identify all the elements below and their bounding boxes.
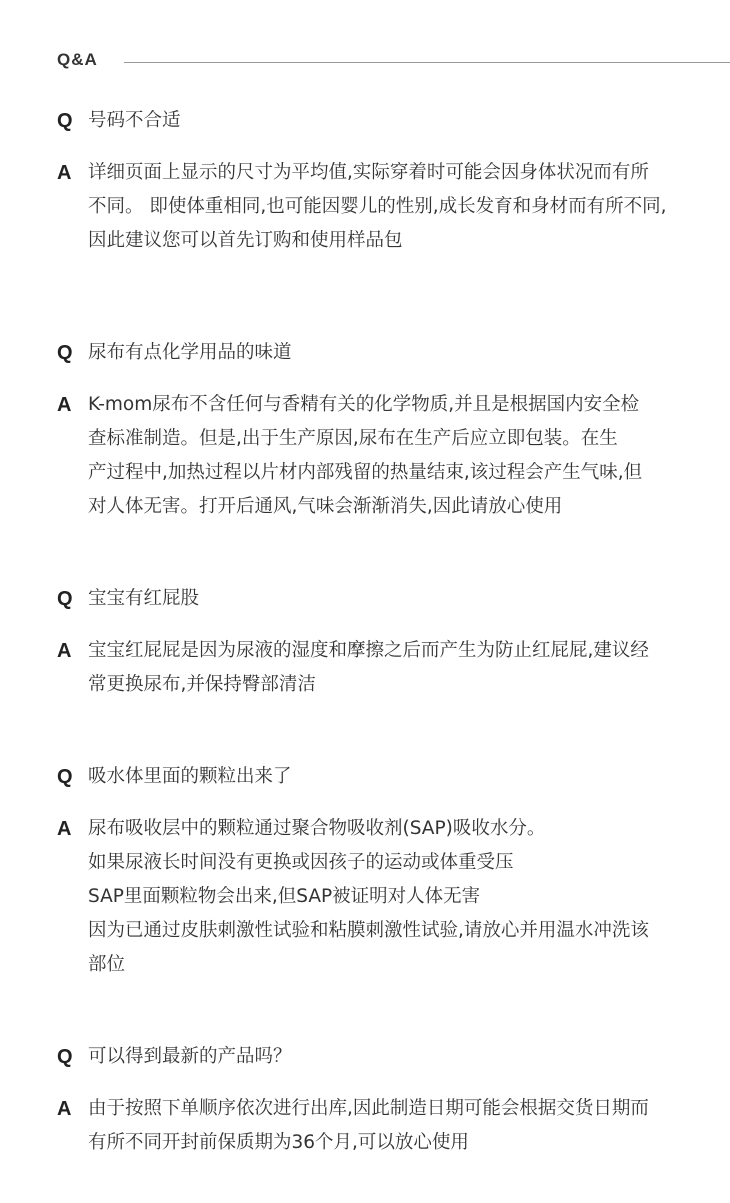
answer-line: SAP里面颗粒物会出来,但SAP被证明对人体无害 (88, 886, 481, 907)
question-marker: Q (57, 1046, 73, 1068)
question-text: 号码不合适 (88, 110, 181, 131)
answer-line: 因为已通过皮肤刺激性试验和粘膜刺激性试验,请放心并用温水冲洗该 (88, 920, 649, 941)
header-divider (124, 62, 730, 63)
question-text: 宝宝有红屁股 (88, 588, 200, 609)
answer-row (57, 1092, 707, 1160)
answer-marker: A (57, 162, 72, 184)
question-row (57, 582, 707, 616)
qa-list (57, 104, 707, 1160)
answer-line: 有所不同开封前保质期为36个月,可以放心使用 (88, 1132, 469, 1153)
question-text: 可以得到最新的产品吗？ (88, 1046, 292, 1067)
answer-row (57, 812, 707, 982)
question-text: 吸水体里面的颗粒出来了 (88, 766, 292, 787)
answer-text (88, 634, 649, 702)
answer-line: 详细页面上显示的尺寸为平均值,实际穿着时可能会因身体状况而有所 (88, 162, 649, 183)
qa-item (57, 582, 707, 702)
answer-marker: A (57, 818, 72, 840)
question-marker: Q (57, 110, 73, 132)
answer-marker: A (57, 640, 72, 662)
qa-item (57, 104, 707, 258)
question-marker: Q (57, 766, 73, 788)
question-row (57, 760, 707, 794)
answer-line: 因此建议您可以首先订购和使用样品包 (88, 230, 403, 251)
answer-line: 不同。 即使体重相同,也可能因婴儿的性别,成长发育和身材而有所不同, (88, 196, 667, 217)
answer-line: 产过程中,加热过程以片材内部残留的热量结束,该过程会产生气味,但 (88, 462, 643, 483)
answer-line: K-mom尿布不含任何与香精有关的化学物质,并且是根据国内安全检 (88, 394, 640, 415)
page-title: Q&A (57, 50, 98, 69)
answer-text (88, 388, 642, 524)
answer-marker: A (57, 1098, 72, 1120)
answer-row (57, 388, 707, 524)
question-row (57, 1040, 707, 1074)
qa-item (57, 336, 707, 524)
qa-item (57, 760, 707, 982)
answer-line: 常更换尿布,并保持臀部清洁 (88, 674, 316, 695)
qa-header (57, 50, 730, 76)
answer-line: 对人体无害。打开后通风,气味会渐渐消失,因此请放心使用 (88, 496, 563, 517)
answer-line: 宝宝红屁屁是因为尿液的湿度和摩擦之后而产生为防止红屁屁,建议经 (88, 640, 649, 661)
answer-marker: A (57, 394, 72, 416)
answer-line: 查标准制造。但是,出于生产原因,尿布在生产后应立即包装。在生 (88, 428, 618, 449)
question-row (57, 104, 707, 138)
answer-row (57, 156, 707, 258)
qa-item (57, 1040, 707, 1160)
answer-row (57, 634, 707, 702)
answer-line: 部位 (88, 954, 126, 975)
answer-line: 由于按照下单顺序依次进行出库,因此制造日期可能会根据交货日期而 (88, 1098, 649, 1119)
question-row (57, 336, 707, 370)
answer-text (88, 1092, 649, 1160)
answer-line: 如果尿液长时间没有更换或因孩子的运动或体重受压 (88, 852, 514, 873)
question-marker: Q (57, 342, 73, 364)
answer-text (88, 156, 667, 258)
question-text: 尿布有点化学用品的味道 (88, 342, 292, 363)
answer-line: 尿布吸收层中的颗粒通过聚合物吸收剂(SAP)吸收水分。 (88, 818, 546, 839)
question-marker: Q (57, 588, 73, 610)
answer-text (88, 812, 649, 982)
